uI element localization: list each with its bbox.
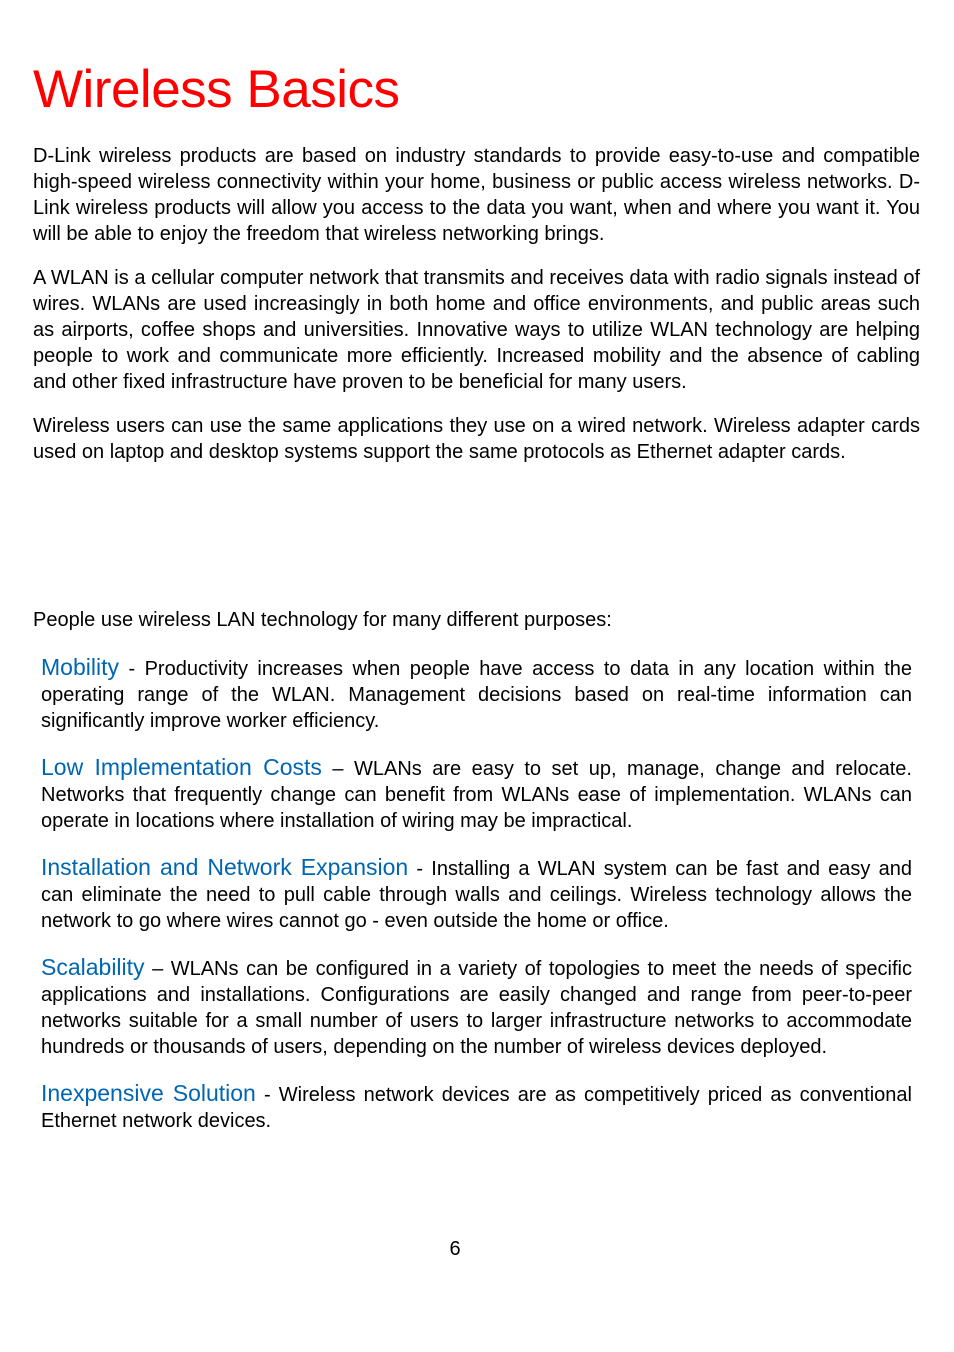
benefit-term: Installation and Network Expansion [41,854,409,880]
benefit-inexpensive-solution [41,1080,912,1134]
benefit-separator: – [321,758,354,780]
benefits-list [41,654,912,1154]
purposes-lead: People use wireless LAN technology for many different purposes: [33,609,612,631]
benefit-description: WLANs are easy to set up, manage, change and relocate. Networks that frequently change can benefit from WLANs ease of implementation. WLANs can operate in locations where installation of wiring may be impractical. [41,758,912,832]
benefit-term: Scalability [41,954,145,980]
benefit-mobility [41,654,912,734]
benefit-scalability [41,954,912,1060]
benefit-separator: - [408,858,432,880]
benefit-separator: – [144,958,171,980]
benefit-description: Productivity increases when people have access to data in any location within the operating range of the WLAN. Management decisions based on real-time information can significantly improve worker efficiency. [41,658,912,732]
benefit-separator: - [118,658,145,680]
benefit-term: Inexpensive Solution [41,1080,256,1106]
benefit-term: Low Implementation Costs [41,754,322,780]
benefit-installation-expansion [41,854,912,934]
benefit-description: Wireless network devices are as competitively priced as conventional Ethernet network devices. [41,1084,912,1132]
intro-paragraph-dlink: D-Link wireless products are based on industry standards to provide easy-to-use and compatible high-speed wireless connectivity within your home, business or public access wireless networks. D-Link wireless products will allow you access to the data you want, when and where you want it. You will be able to enjoy the freedom that wireless networking brings. [33,145,920,245]
benefit-description: WLANs can be configured in a variety of topologies to meet the needs of specific applications and installations. Configurations are easily changed and range from peer-to-peer networks suitable for a small number of users to larger infrastructure networks to accommodate hundreds or thousands of users, depending on the number of wireless devices deployed. [41,958,912,1058]
benefit-term: Mobility [41,654,119,680]
intro-paragraph-applications: Wireless users can use the same applications they use on a wired network. Wireless adapter cards used on laptop and desktop systems support the same protocols as Ethernet adapter cards. [33,415,920,463]
intro-paragraph-wlan: A WLAN is a cellular computer network that transmits and receives data with radio signals instead of wires. WLANs are used increasingly in both home and office environments, and public areas such as airports, coffee shops and universities. Innovative ways to utilize WLAN technology are helping people to work and communicate more efficiently. Increased mobility and the absence of cabling and other fixed infrastructure have proven to be beneficial for many users. [33,267,920,393]
page-number: 6 [449,1238,461,1260]
benefit-description: Installing a WLAN system can be fast and easy and can eliminate the need to pull cable through walls and ceilings. Wireless technology allows the network to go where wires cannot go - even outside the home or office. [41,858,913,932]
intro-section [33,143,920,483]
benefit-low-implementation-costs [41,754,912,834]
benefit-separator: - [255,1084,279,1106]
page-title: Wireless Basics [33,60,400,119]
